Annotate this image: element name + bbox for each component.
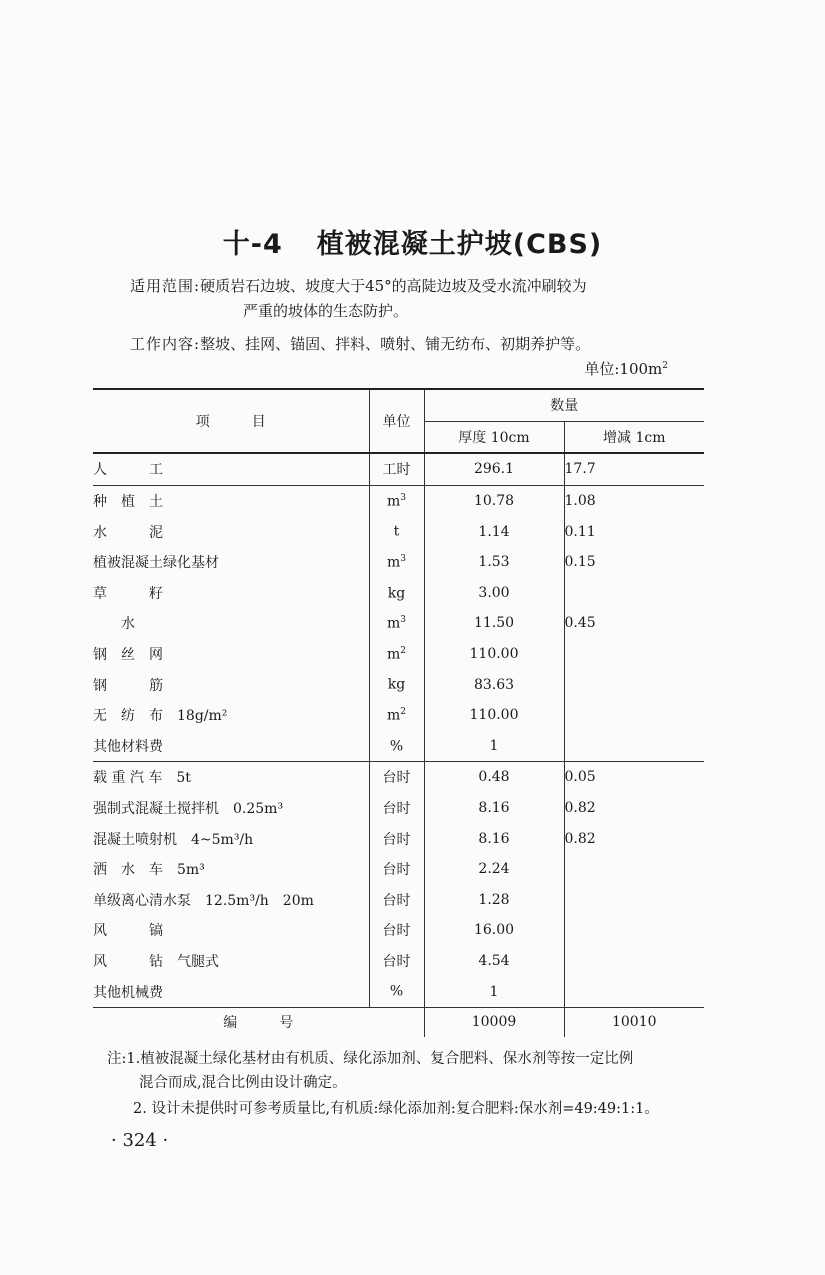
row-value-thickness: 16.00 bbox=[424, 915, 564, 946]
row-value-thickness: 8.16 bbox=[424, 793, 564, 824]
table-body bbox=[93, 453, 704, 1037]
row-item-name: 风 钻 气腿式 bbox=[93, 953, 219, 970]
scope-label: 适用范围: bbox=[130, 277, 201, 295]
row-value-thickness: 110.00 bbox=[424, 639, 564, 670]
table-row bbox=[93, 578, 704, 609]
row-value-increment bbox=[564, 976, 704, 1007]
row-value-thickness: 8.16 bbox=[424, 823, 564, 854]
row-value-increment bbox=[564, 700, 704, 731]
row-item-name: 草 籽 bbox=[93, 585, 163, 602]
row-unit: % bbox=[369, 976, 424, 1007]
code-label: 编 号 bbox=[93, 1007, 424, 1037]
row-item-name: 载 重 汽 车 5t bbox=[93, 770, 191, 787]
notes bbox=[107, 1047, 717, 1121]
row-value-increment bbox=[564, 854, 704, 885]
row-unit: $m^3$ bbox=[369, 547, 424, 578]
row-value-thickness: 296.1 bbox=[424, 453, 564, 485]
row-item-name: 洒 水 车 5m³ bbox=[93, 862, 205, 879]
row-value-thickness: 11.50 bbox=[424, 608, 564, 639]
row-item-name: 人 工 bbox=[93, 453, 369, 485]
row-value-increment bbox=[564, 946, 704, 977]
scope-paragraph bbox=[130, 274, 710, 324]
table-row bbox=[93, 516, 704, 547]
row-value-thickness: 1 bbox=[424, 976, 564, 1007]
row-unit: 台时 bbox=[369, 823, 424, 854]
row-unit: % bbox=[369, 731, 424, 762]
title-text: 植被混凝土护坡(CBS) bbox=[316, 229, 603, 260]
page-title bbox=[0, 222, 825, 261]
row-unit: 台时 bbox=[369, 885, 424, 916]
row-unit: kg bbox=[369, 578, 424, 609]
row-value-increment: 0.15 bbox=[564, 547, 704, 578]
row-item-name: 无 纺 布 18g/m² bbox=[93, 708, 228, 725]
row-value-increment: 0.82 bbox=[564, 793, 704, 824]
row-item-name: 混凝土喷射机 4~5m³/h bbox=[93, 831, 254, 848]
row-value-increment bbox=[564, 669, 704, 700]
row-value-increment bbox=[564, 578, 704, 609]
row-item-name: 钢 筋 bbox=[93, 677, 163, 694]
row-item-name: 水 泥 bbox=[93, 524, 163, 541]
row-item-name: 钢 丝 网 bbox=[93, 647, 163, 664]
unit-note: 单位$:100m^2$ bbox=[584, 360, 668, 378]
row-value-increment: 0.11 bbox=[564, 516, 704, 547]
row-value-thickness: 10.78 bbox=[424, 485, 564, 516]
title-number: 十-4 bbox=[222, 229, 283, 260]
row-unit: kg bbox=[369, 669, 424, 700]
table-row bbox=[93, 669, 704, 700]
row-value-increment: 17.7 bbox=[564, 453, 704, 485]
row-value-increment: 0.45 bbox=[564, 608, 704, 639]
row-item-name: 风 镐 bbox=[93, 923, 163, 940]
row-value-thickness: 110.00 bbox=[424, 700, 564, 731]
table-row bbox=[93, 854, 704, 885]
scope-line2: 严重的坡体的生态防护。 bbox=[243, 302, 409, 320]
row-item-name: 强制式混凝土搅拌机 0.25m³ bbox=[93, 801, 284, 818]
table-row bbox=[93, 915, 704, 946]
row-item-name: 其他材料费 bbox=[93, 731, 369, 762]
code-row bbox=[93, 1007, 704, 1037]
header-item: 项 目 bbox=[93, 389, 369, 453]
code-b: 10010 bbox=[564, 1007, 704, 1037]
row-unit: 台时 bbox=[369, 762, 424, 793]
row-unit: $m^2$ bbox=[369, 639, 424, 670]
row-item-name: 种 植 土 bbox=[93, 494, 163, 511]
table-row bbox=[93, 731, 704, 762]
table-row bbox=[93, 608, 704, 639]
work-paragraph bbox=[130, 332, 710, 357]
row-item-name: 植被混凝土绿化基材 bbox=[93, 555, 219, 572]
row-value-thickness: 1.53 bbox=[424, 547, 564, 578]
row-unit: t bbox=[369, 516, 424, 547]
row-value-thickness: 0.48 bbox=[424, 762, 564, 793]
table-row bbox=[93, 946, 704, 977]
table-row bbox=[93, 700, 704, 731]
header-unit: 单位 bbox=[369, 389, 424, 453]
table-row bbox=[93, 639, 704, 670]
table-row bbox=[93, 762, 704, 793]
note-2: 2. 设计未提供时可参考质量比,有机质:绿化添加剂:复合肥料:保水剂=49:49:1:1。 bbox=[133, 1101, 659, 1117]
table-row bbox=[93, 485, 704, 516]
work-label: 工作内容: bbox=[130, 335, 201, 353]
work-text: 整坡、挂网、锚固、拌料、喷射、铺无纺布、初期养护等。 bbox=[200, 335, 591, 353]
row-value-thickness: 4.54 bbox=[424, 946, 564, 977]
row-value-thickness: 1 bbox=[424, 731, 564, 762]
row-unit: 台时 bbox=[369, 793, 424, 824]
row-unit: 台时 bbox=[369, 915, 424, 946]
row-item-name: 水 bbox=[93, 616, 135, 633]
code-a: 10009 bbox=[424, 1007, 564, 1037]
row-value-increment bbox=[564, 639, 704, 670]
row-unit: $m^3$ bbox=[369, 485, 424, 516]
row-value-thickness: 1.28 bbox=[424, 885, 564, 916]
row-value-thickness: 83.63 bbox=[424, 669, 564, 700]
header-quantity: 数量 bbox=[424, 389, 704, 421]
row-unit: $m^2$ bbox=[369, 700, 424, 731]
scope-line1: 硬质岩石边坡、坡度大于45°的高陡边坡及受水流冲刷较为 bbox=[200, 277, 587, 295]
table-row bbox=[93, 547, 704, 578]
table-row bbox=[93, 793, 704, 824]
row-item-name: 单级离心清水泵 12.5m³/h 20m bbox=[93, 892, 314, 909]
table-row bbox=[93, 885, 704, 916]
row-value-increment bbox=[564, 731, 704, 762]
row-unit: 台时 bbox=[369, 854, 424, 885]
quota-table bbox=[93, 388, 704, 1037]
row-unit: $m^3$ bbox=[369, 608, 424, 639]
header-col-b: 增减 1cm bbox=[564, 421, 704, 453]
note-1-line1: 注:1.植被混凝土绿化基材由有机质、绿化添加剂、复合肥料、保水剂等按一定比例 bbox=[107, 1051, 634, 1067]
row-item-name: 其他机械费 bbox=[93, 984, 163, 1001]
table-row bbox=[93, 453, 704, 485]
table-row bbox=[93, 823, 704, 854]
row-value-increment bbox=[564, 885, 704, 916]
row-value-increment bbox=[564, 915, 704, 946]
table-row bbox=[93, 976, 704, 1007]
header-col-a: 厚度 10cm bbox=[424, 421, 564, 453]
row-value-increment: 0.05 bbox=[564, 762, 704, 793]
note-1-line2: 混合而成,混合比例由设计确定。 bbox=[139, 1075, 347, 1091]
page-number: · 324 · bbox=[111, 1130, 169, 1151]
row-unit: 台时 bbox=[369, 946, 424, 977]
row-value-thickness: 1.14 bbox=[424, 516, 564, 547]
row-unit: 工时 bbox=[369, 453, 424, 485]
row-value-thickness: 2.24 bbox=[424, 854, 564, 885]
row-value-increment: 0.82 bbox=[564, 823, 704, 854]
row-value-increment: 1.08 bbox=[564, 485, 704, 516]
row-value-thickness: 3.00 bbox=[424, 578, 564, 609]
